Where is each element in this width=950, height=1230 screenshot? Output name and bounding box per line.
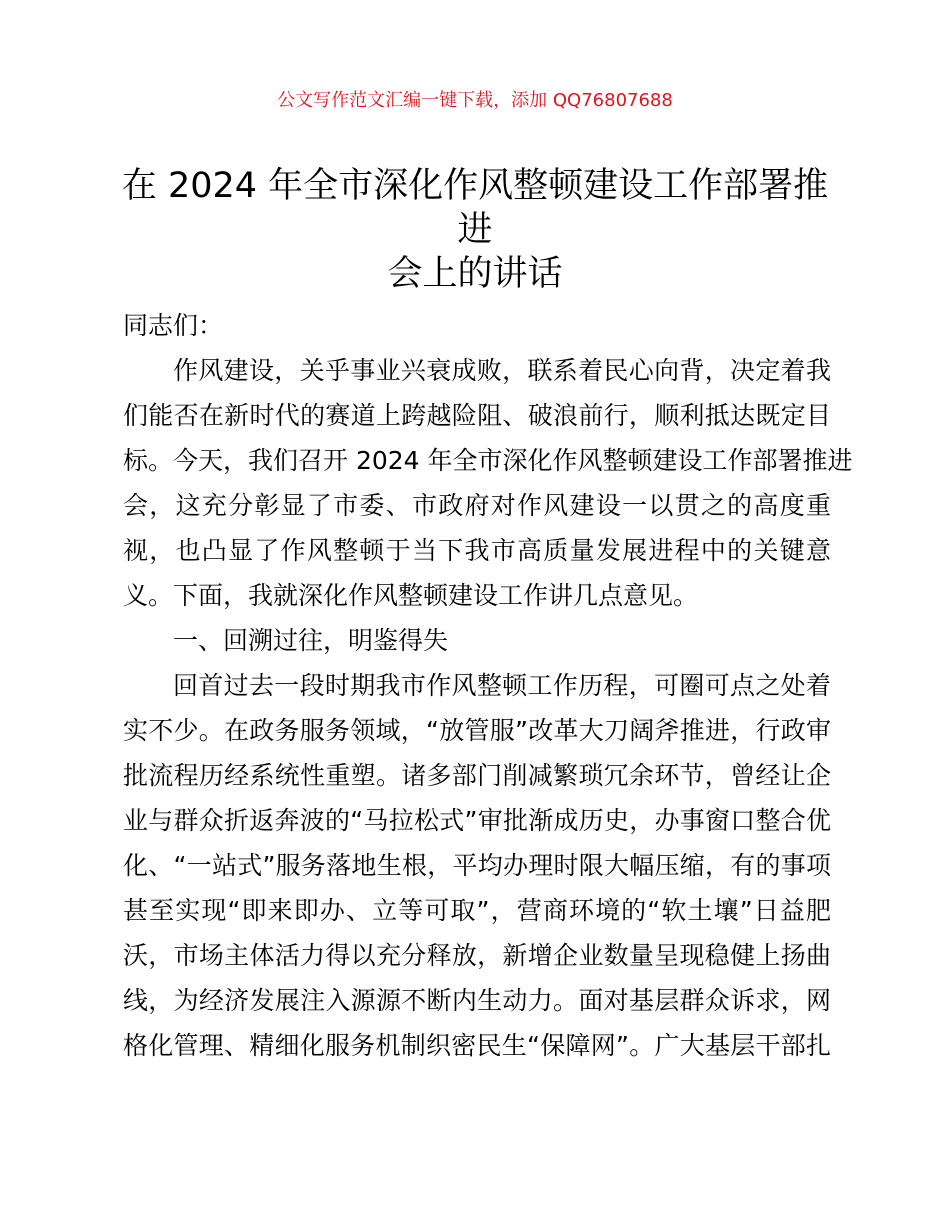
paragraph-line: 化、“一站式”服务落地生根，平均办理时限大幅压缩，有的事项: [123, 851, 831, 880]
paragraph-line: 回首过去一段时期我市作风整顿工作历程，可圈可点之处着: [173, 671, 831, 700]
paragraph-line: 沃，市场主体活力得以充分释放，新增企业数量呈现稳健上扬曲: [123, 941, 831, 970]
paragraph-line: 义。下面，我就深化作风整顿建设工作讲几点意见。: [123, 581, 699, 610]
section-heading: 一、回溯过往，明鉴得失: [173, 626, 449, 655]
paragraph-line: 会，这充分彰显了市委、市政府对作风建设一以贯之的高度重: [123, 491, 831, 520]
document-title: [110, 164, 840, 296]
paragraph-line: 业与群众折返奔波的“马拉松式”审批渐成历史，办事窗口整合优: [123, 806, 831, 835]
title-line-1: 在 2024 年全市深化作风整顿建设工作部署推进: [121, 166, 829, 250]
paragraph-line: 作风建设，关乎事业兴衰成败，联系着民心向背，决定着我: [173, 356, 831, 385]
paragraph-line: 实不少。在政务服务领域，“放管服”改革大刀阔斧推进，行政审: [123, 716, 831, 745]
title-line-2: 会上的讲话: [387, 254, 563, 294]
paragraph-line: 批流程历经系统性重塑。诸多部门削减繁琐冗余环节，曾经让企: [123, 761, 831, 790]
salutation: 同志们：: [123, 311, 224, 340]
paragraph-1: [123, 348, 853, 618]
paragraph-line: 格化管理、精细化服务机制织密民生“保障网”。广大基层干部扎: [123, 1031, 831, 1060]
promo-header: 公文写作范文汇编一键下载，添加 QQ76807688: [277, 90, 673, 111]
paragraph-2: [123, 663, 831, 1068]
document-body: [123, 303, 853, 1068]
paragraph-line: 标。今天，我们召开 2024 年全市深化作风整顿建设工作部署推进: [123, 446, 853, 475]
paragraph-line: 们能否在新时代的赛道上跨越险阻、破浪前行，顺利抵达既定目: [123, 401, 831, 430]
paragraph-line: 线，为经济发展注入源源不断内生动力。面对基层群众诉求，网: [123, 986, 831, 1015]
paragraph-line: 视，也凸显了作风整顿于当下我市高质量发展进程中的关键意: [123, 536, 831, 565]
paragraph-line: 甚至实现“即来即办、立等可取”，营商环境的“软土壤”日益肥: [123, 896, 831, 925]
